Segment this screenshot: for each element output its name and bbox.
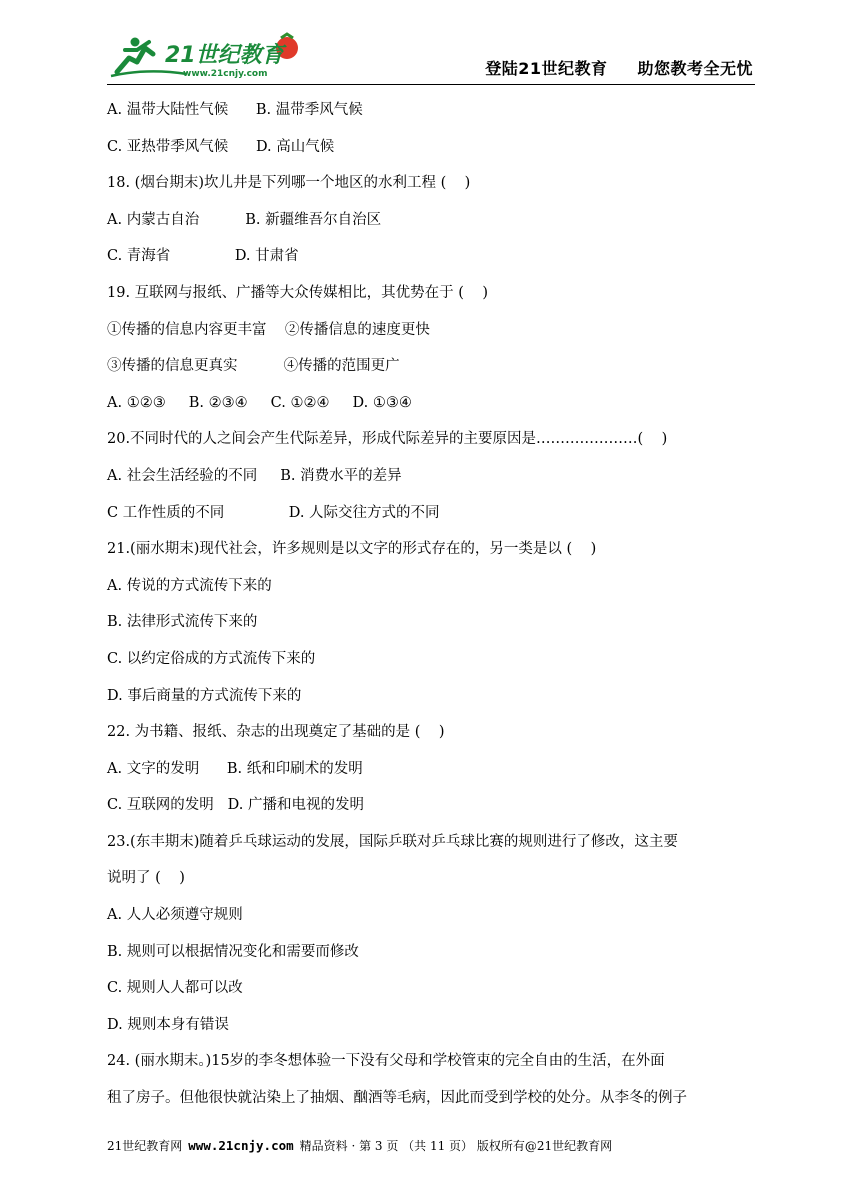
footer-site-link[interactable]: www.21cnjy.com — [188, 1138, 294, 1153]
logo-url: www.21cnjy.com — [183, 69, 268, 79]
text-line: C. 亚热带季风气候 D. 高山气候 — [107, 138, 335, 155]
text-line: A. 社会生活经验的不同 B. 消费水平的差异 — [107, 467, 402, 484]
text-line: C. 互联网的发明 D. 广播和电视的发明 — [107, 797, 364, 814]
site-logo — [107, 28, 307, 82]
question-content — [107, 92, 767, 1117]
text-line: C. 青海省 D. 甘肃省 — [107, 248, 299, 265]
text-line: C. 规则人人都可以改 — [107, 980, 243, 997]
page-footer — [107, 1137, 755, 1154]
text-line: ①传播的信息内容更丰富 ②传播信息的速度更快 — [107, 321, 430, 338]
text-line: A. 内蒙古自治 B. 新疆维吾尔自治区 — [107, 211, 382, 228]
text-line: B. 法律形式流传下来的 — [107, 614, 258, 631]
text-line: A. 温带大陆性气候 B. 温带季风气候 — [107, 102, 363, 118]
text-line: C 工作性质的不同 D. 人际交往方式的不同 — [107, 504, 440, 521]
text-line: 租了房子。但他很快就沾染上了抽烟、酗酒等毛病，因此而受到学校的处分。从李冬的例子 — [107, 1090, 687, 1107]
text-line: A. 传说的方式流传下来的 — [107, 577, 272, 594]
text-line: A. 文字的发明 B. 纸和印刷术的发明 — [107, 760, 363, 777]
slogan-right: 助您教考全无忧 — [637, 59, 753, 78]
text-line: 19. 互联网与报纸、广播等大众传媒相比，其优势在于 ( ) — [107, 284, 489, 301]
text-line: D. 规则本身有错误 — [107, 1016, 229, 1033]
text-line: A. ①②③ B. ②③④ C. ①②④ D. ①③④ — [107, 394, 412, 411]
text-line: 说明了 ( ) — [107, 870, 185, 887]
slogan-left: 登陆21世纪教育 — [485, 59, 608, 78]
text-line: D. 事后商量的方式流传下来的 — [107, 687, 302, 704]
text-line: 24. (丽水期末。)15岁的李冬想体验一下没有父母和学校管束的完全自由的生活，在外面 — [107, 1053, 665, 1070]
text-line: 21.(丽水期末)现代社会，许多规则是以文字的形式存在的，另一类是以 ( ) — [107, 541, 597, 558]
header-slogan — [485, 56, 753, 79]
text-line: B. 规则可以根据情况变化和需要而修改 — [107, 943, 359, 960]
text-line: 23.(东丰期末)随着乒乓球运动的发展，国际乒联对乒乓球比赛的规则进行了修改，这主要 — [107, 833, 678, 850]
text-line: C. 以约定俗成的方式流传下来的 — [107, 650, 316, 667]
logo-text: 21世纪教育 — [165, 43, 284, 68]
text-line: 22. 为书籍、报纸、杂志的出现奠定了基础的是 ( ) — [107, 724, 445, 741]
text-line: A. 人人必须遵守规则 — [107, 907, 243, 924]
footer-left: 21世纪教育网 — [107, 1139, 183, 1153]
page-header — [107, 28, 755, 85]
text-line: ③传播的信息更真实 ④传播的范围更广 — [107, 358, 400, 375]
text-line: 20.不同时代的人之间会产生代际差异，形成代际差异的主要原因是…………………( ) — [107, 431, 668, 448]
footer-right: 精品资料 · 第 3 页 （共 11 页） 版权所有@21世纪教育网 — [299, 1139, 613, 1153]
text-line: 18. (烟台期末)坎儿井是下列哪一个地区的水利工程 ( ) — [107, 175, 471, 192]
